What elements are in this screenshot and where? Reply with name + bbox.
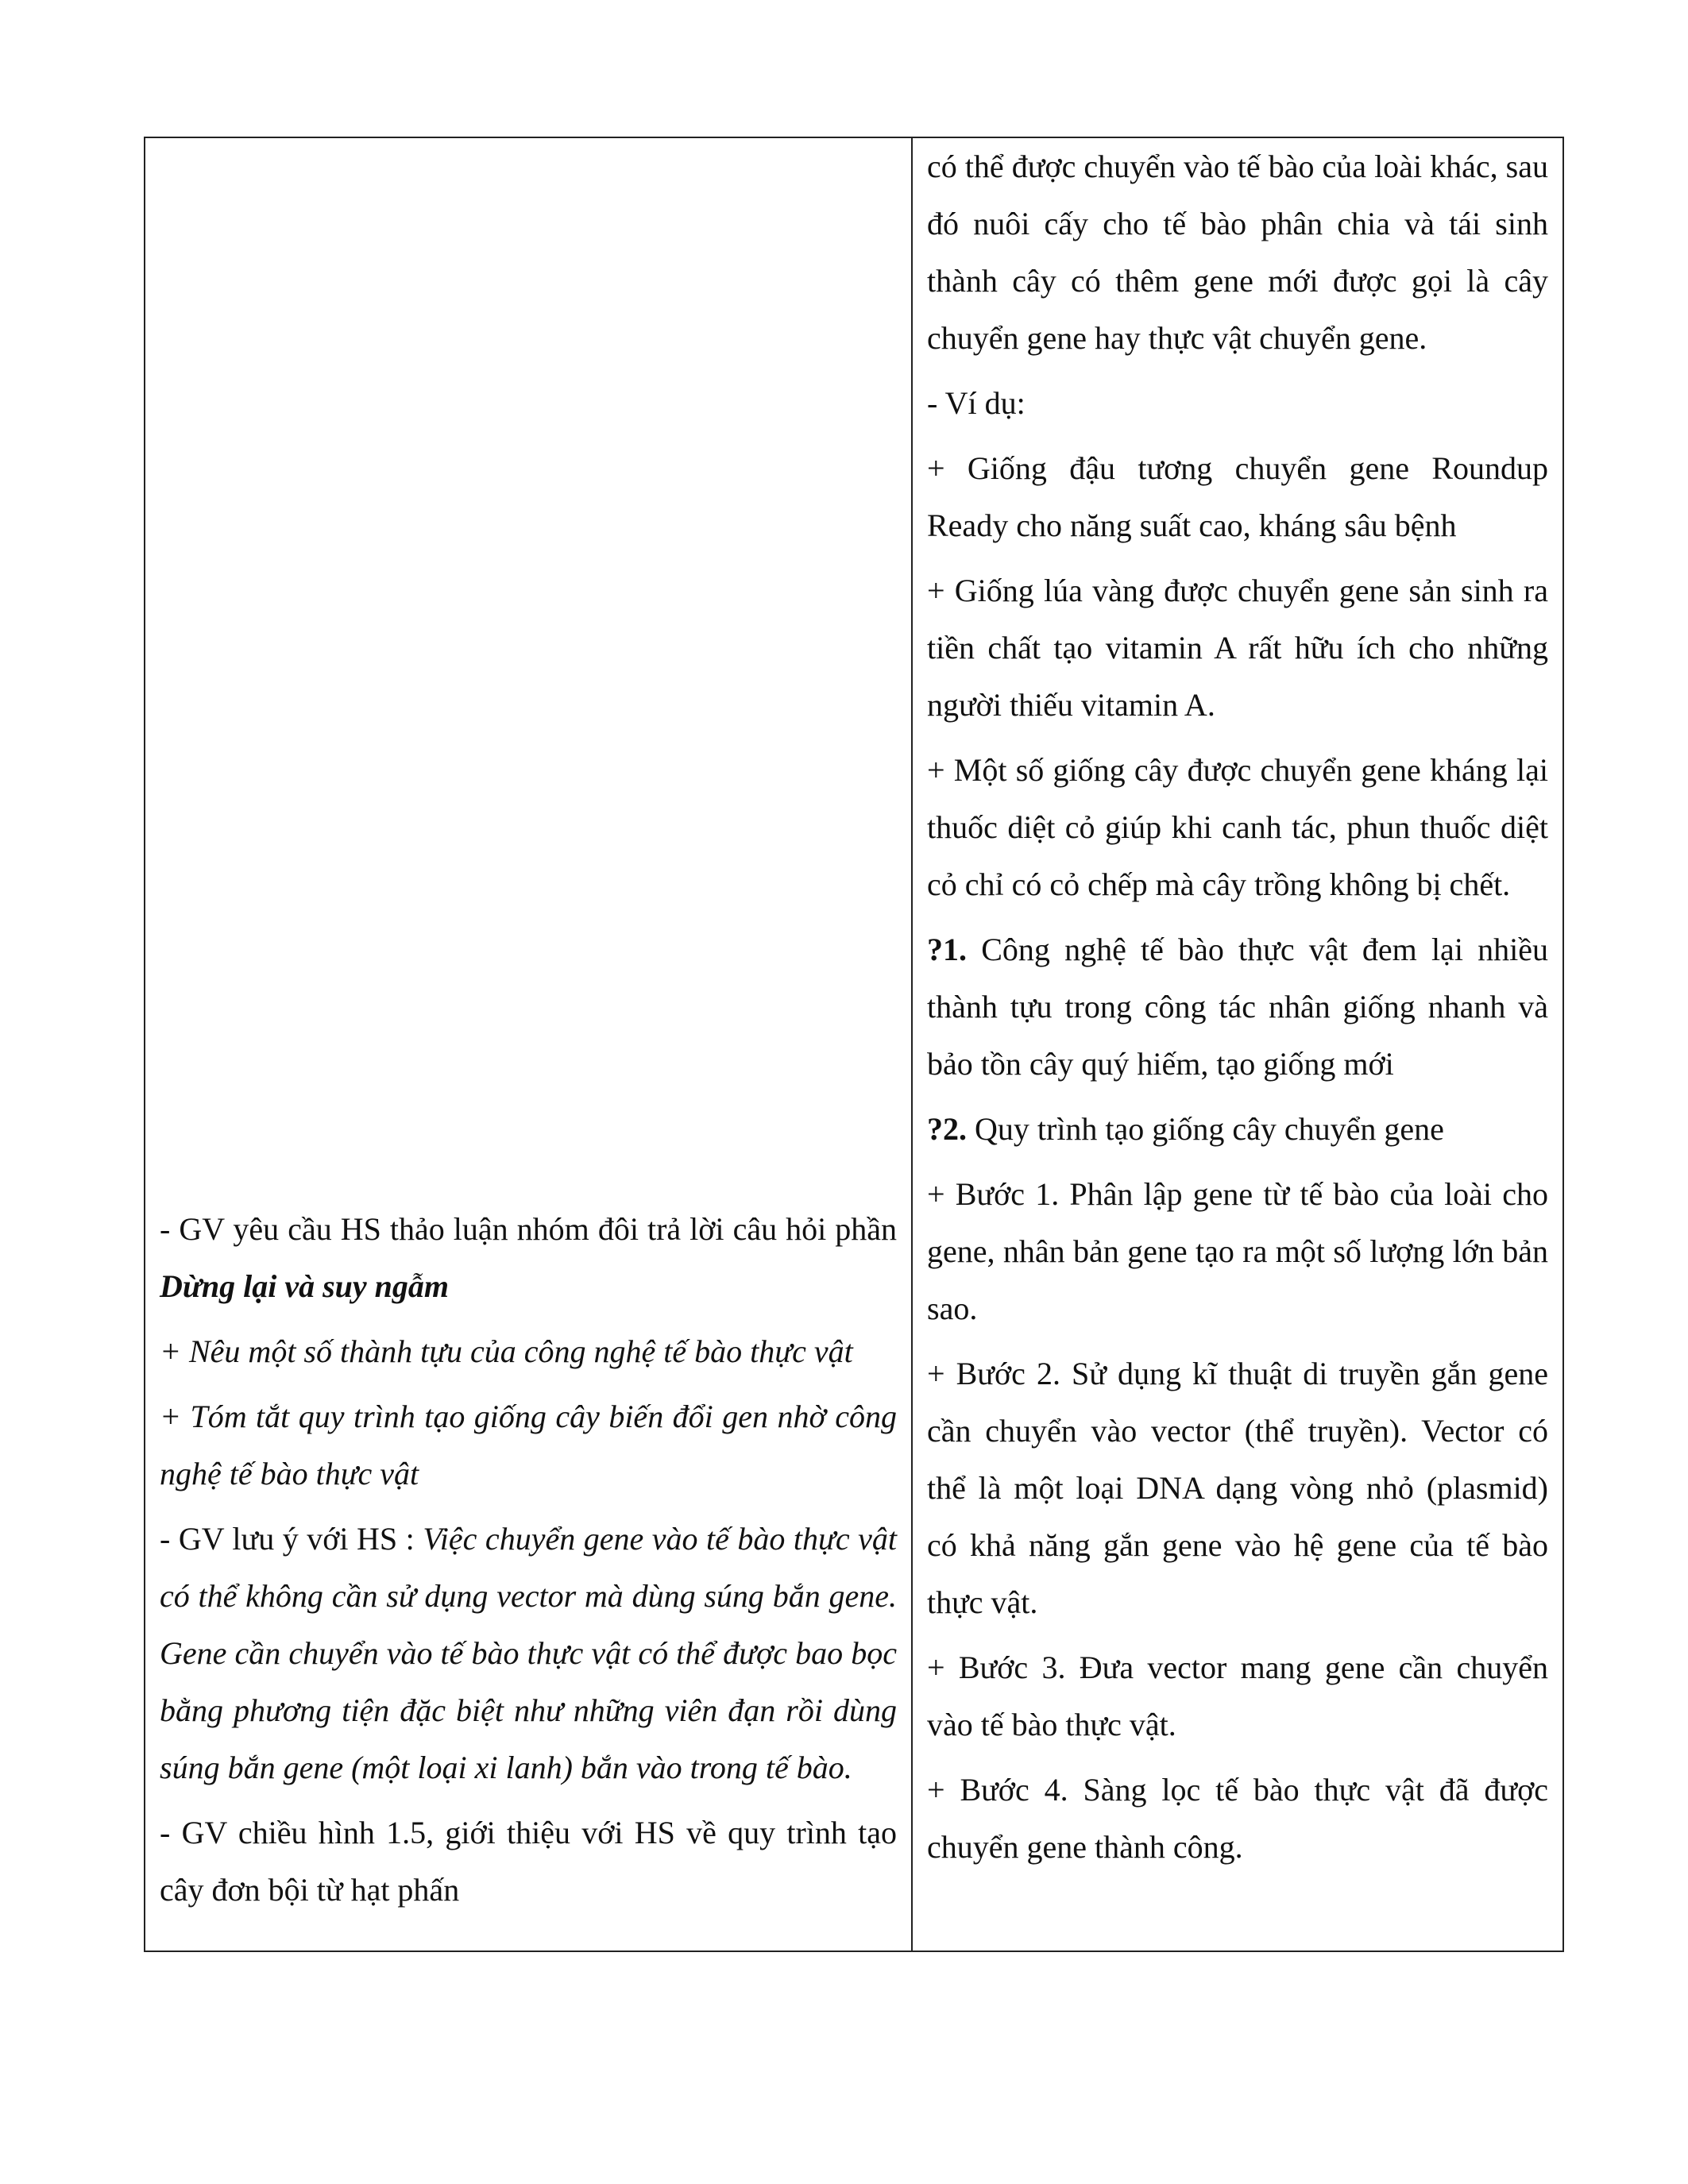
teacher-note-prefix: - GV lưu ý với HS : — [160, 1521, 423, 1557]
discussion-instruction — [160, 1201, 897, 1315]
teacher-note — [160, 1511, 897, 1796]
teacher-activity-content — [145, 1201, 911, 1951]
student-product-content — [913, 138, 1562, 1908]
examples-heading: - Ví dụ: — [927, 385, 1026, 421]
process-step-4: + Bước 4. Sàng lọc tế bào thực vật đã được chuyển gene thành công. — [927, 1772, 1548, 1865]
teacher-activity-cell — [145, 137, 912, 1951]
example-herbicide-resistant: + Một số giống cây được chuyển gene kháng lại thuốc diệt cỏ giúp khi canh tác, phun thuốc diệt cỏ chỉ có cỏ chếp mà cây trồng không bị chết. — [927, 752, 1548, 902]
example-golden-rice: + Giống lúa vàng được chuyển gene sản sinh ra tiền chất tạo vitamin A rất hữu ích cho những người thiếu vitamin A. — [927, 573, 1548, 723]
example-soybean: + Giống đậu tương chuyển gene Roundup Ready cho năng suất cao, kháng sâu bệnh — [927, 450, 1548, 543]
teacher-note-italic: Việc chuyển gene vào tế bào thực vật có thể không cần sử dụng vector mà dùng súng bắn gene. Gene cần chuyển vào tế bào thực vật có thể được bao bọc bằng phương tiện đặc biệt như những viên đạn rồi dùng súng bắn gene (một loại xi lanh) bắn vào trong tế bào. — [160, 1521, 897, 1785]
answer-q2-label: ?2. — [927, 1111, 967, 1147]
answer-q1-label: ?1. — [927, 932, 967, 967]
question-achievements: + Nêu một số thành tựu của công nghệ tế bào thực vật — [160, 1333, 853, 1369]
process-step-3: + Bước 3. Đưa vector mang gene cần chuyển vào tế bào thực vật. — [927, 1650, 1548, 1742]
process-step-1: + Bước 1. Phân lập gene từ tế bào của loài cho gene, nhân bản gene tạo ra một số lượng lớn bản sao. — [927, 1176, 1548, 1326]
answer-q1 — [927, 921, 1548, 1093]
lesson-table — [144, 137, 1564, 1952]
question-process-summary: + Tóm tắt quy trình tạo giống cây biến đổi gen nhờ công nghệ tế bào thực vật — [160, 1399, 897, 1491]
answer-q2-text: Quy trình tạo giống cây chuyển gene — [967, 1111, 1444, 1147]
figure-introduction: - GV chiều hình 1.5, giới thiệu với HS về quy trình tạo cây đơn bội từ hạt phấn — [160, 1815, 897, 1908]
answer-q1-text: Công nghệ tế bào thực vật đem lại nhiều thành tựu trong công tác nhân giống nhanh và bảo tồn cây quý hiếm, tạo giống mới — [927, 932, 1548, 1082]
table-row — [145, 137, 1563, 1951]
stop-and-think-label: Dừng lại và suy ngẫm — [160, 1268, 450, 1304]
discussion-instruction-text: - GV yêu cầu HS thảo luận nhóm đôi trả lời câu hỏi phần — [160, 1211, 897, 1247]
student-product-cell — [912, 137, 1563, 1951]
answer-q2 — [927, 1101, 1548, 1158]
process-step-2: + Bước 2. Sử dụng kĩ thuật di truyền gắn gene cần chuyển vào vector (thể truyền). Vector có thể là một loại DNA dạng vòng nhỏ (plasmid) có khả năng gắn gene vào hệ gene của tế bào thực vật. — [927, 1356, 1548, 1620]
transgenic-definition: có thể được chuyển vào tế bào của loài khác, sau đó nuôi cấy cho tế bào phân chia và tái sinh thành cây có thêm gene mới được gọi là cây chuyển gene hay thực vật chuyển gene. — [927, 149, 1548, 356]
